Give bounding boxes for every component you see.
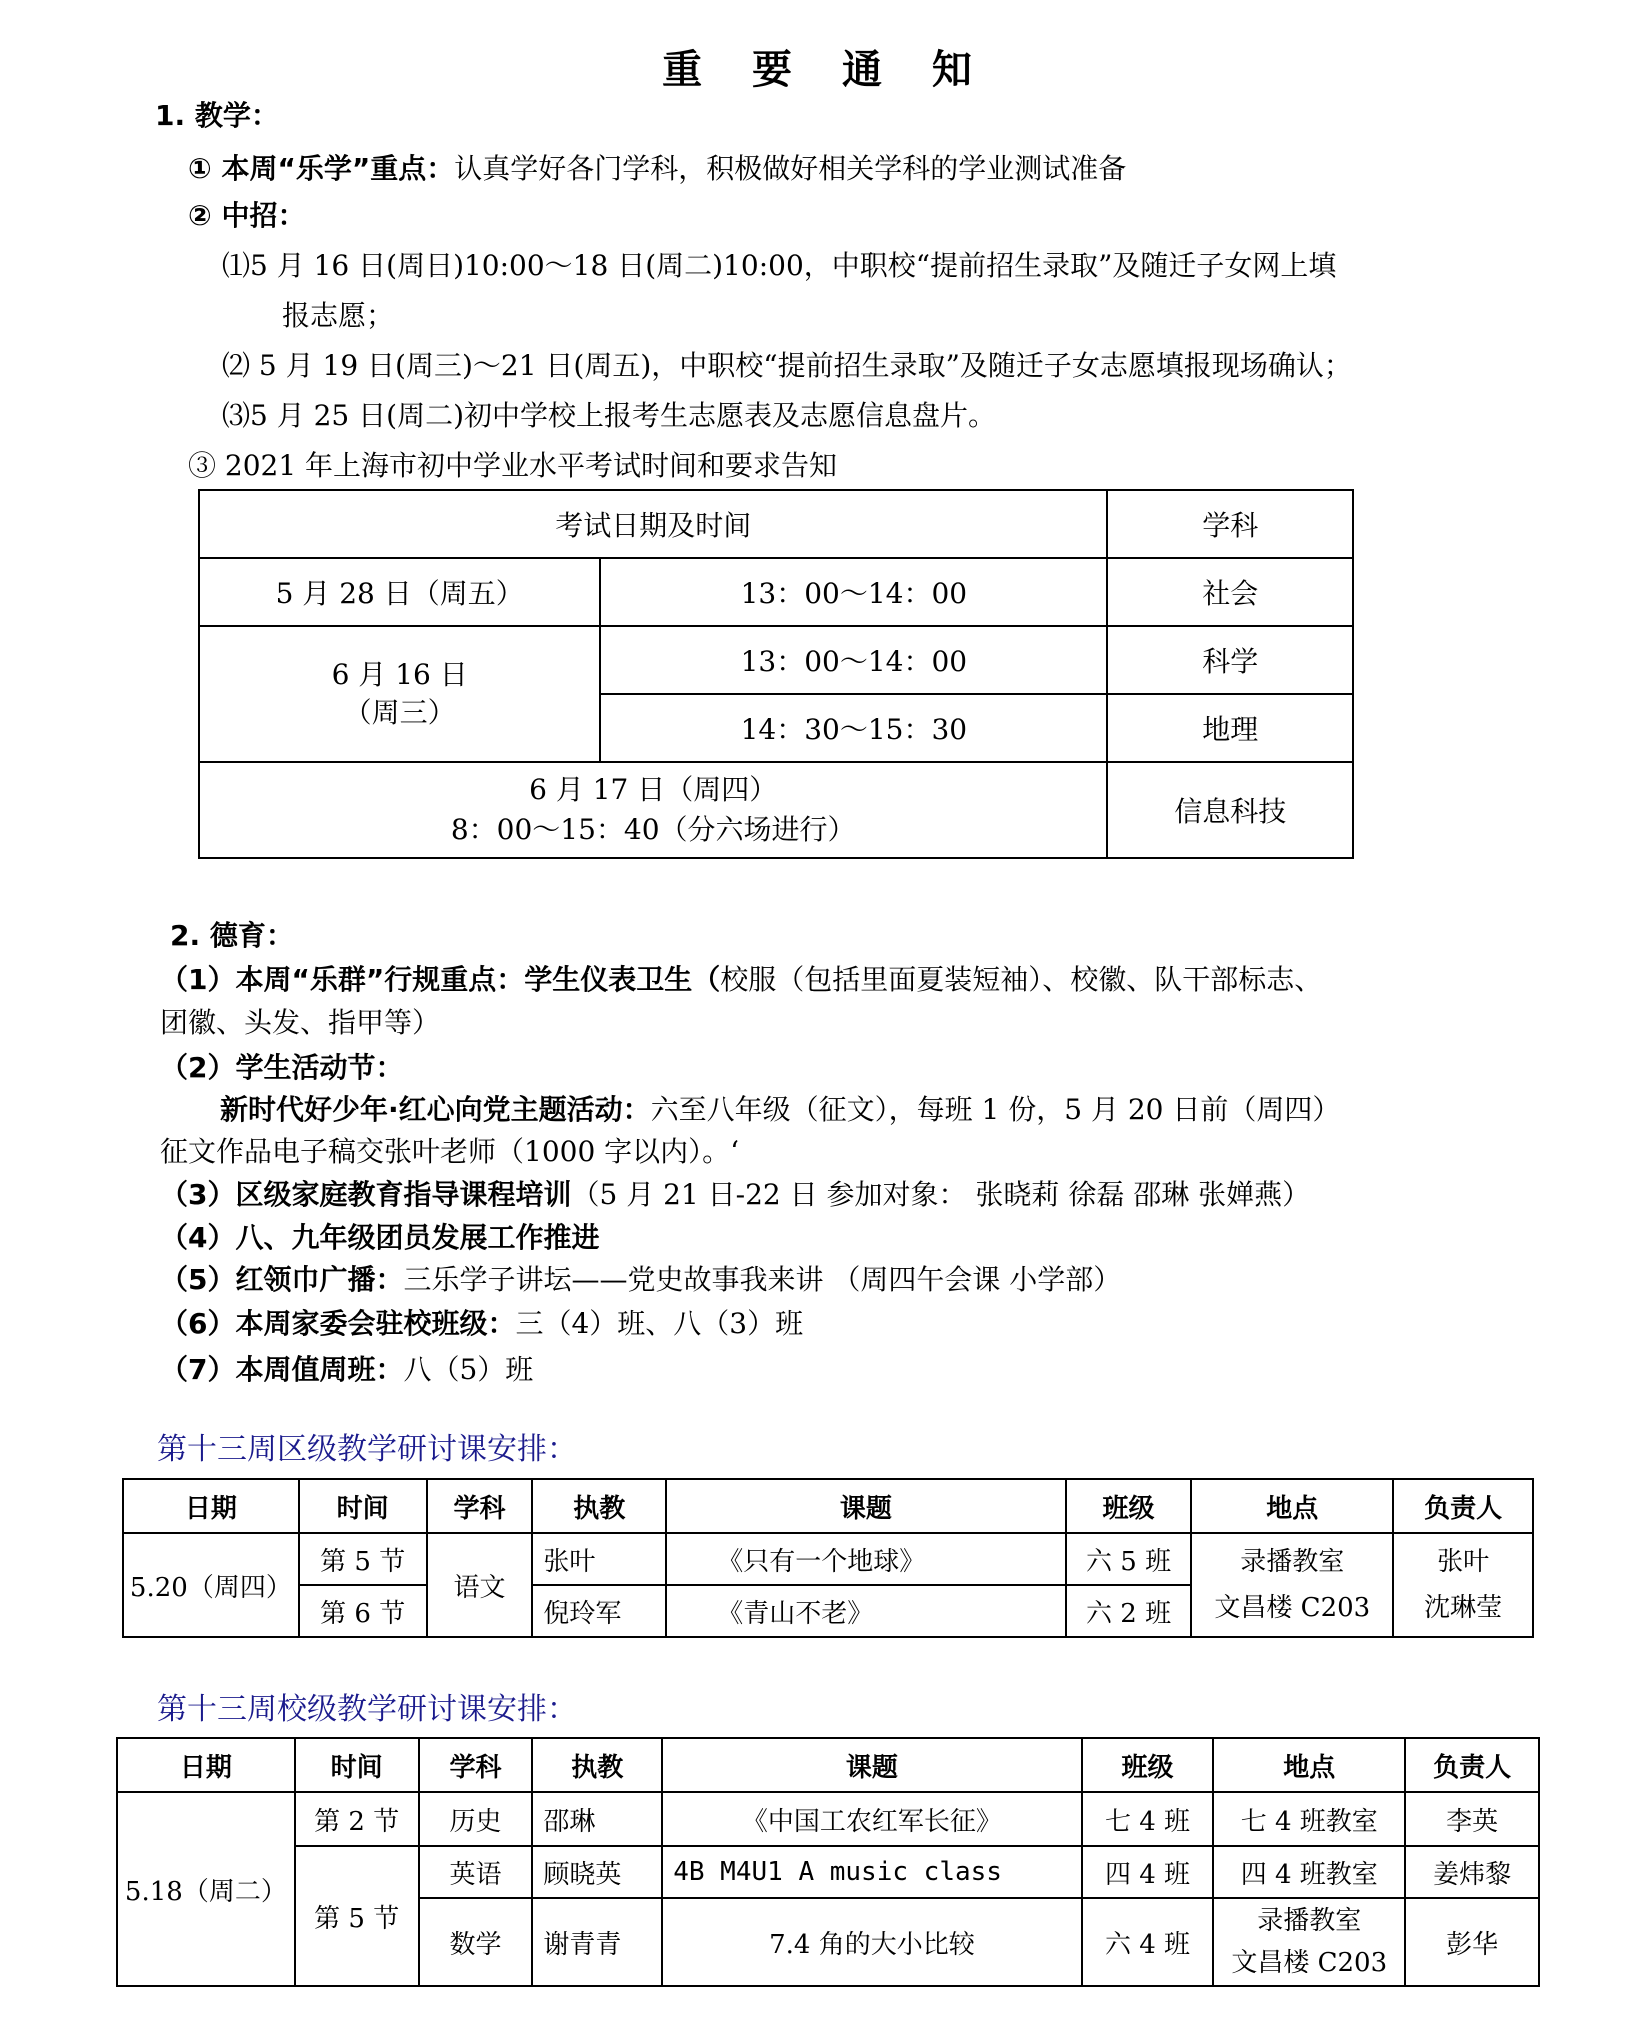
table-row <box>199 762 1353 858</box>
place-line-2: 文昌楼 C203 <box>1231 1948 1388 1978</box>
class-cell: 六 4 班 <box>1082 1898 1214 1986</box>
exam-subject-cell: 信息科技 <box>1107 762 1353 858</box>
school-schedule-table <box>116 1737 1540 1987</box>
class-cell: 六 5 班 <box>1066 1533 1192 1585</box>
table-row <box>123 1533 1533 1585</box>
moral-item-1 <box>160 962 1322 998</box>
owner-cell <box>1393 1533 1533 1637</box>
place-cell: 四 4 班教室 <box>1213 1846 1405 1898</box>
owner-cell: 李英 <box>1405 1792 1539 1846</box>
topic-cell: 《青山不老》 <box>666 1585 1065 1637</box>
school-schedule-heading: 第十三周校级教学研讨课安排： <box>157 1692 577 1727</box>
zhongzhao-line-1b: 报志愿； <box>282 299 395 332</box>
moral-item-2-sub <box>220 1092 1340 1128</box>
moral-item-6 <box>160 1306 803 1342</box>
moral-item-2: （2）学生活动节： <box>160 1051 404 1084</box>
item-5-text: 三乐学子讲坛——党史故事我来讲 （周四午会课 小学部） <box>403 1263 1122 1296</box>
table-header-row <box>123 1479 1533 1533</box>
teacher-cell: 邵琳 <box>532 1792 662 1846</box>
date-cell: 5.18（周二） <box>117 1792 295 1986</box>
exam-date-cell <box>199 626 600 762</box>
time-cell: 第 5 节 <box>299 1533 427 1585</box>
table-header-row <box>199 490 1353 558</box>
moral-item-1-cont: 团徽、头发、指甲等） <box>160 1006 441 1039</box>
header-time: 时间 <box>295 1738 419 1792</box>
topic-cell: 4B M4U1 A music class <box>662 1846 1081 1898</box>
time-cell: 第 2 节 <box>295 1792 419 1846</box>
item-3-text: （5 月 21 日-22 日 参加对象： 张晓莉 徐磊 邵琳 张婵燕） <box>571 1178 1311 1211</box>
exam-date-line-2: （周三） <box>343 696 456 729</box>
time-cell: 第 6 节 <box>299 1585 427 1637</box>
section-moral-heading: 2. 德育： <box>170 919 294 952</box>
exam-date-cell <box>199 762 1107 858</box>
class-cell: 七 4 班 <box>1082 1792 1214 1846</box>
page-title: 重 要 通 知 <box>662 47 990 93</box>
header-subject: 学科 <box>419 1738 533 1792</box>
subject-cell: 历史 <box>419 1792 533 1846</box>
exam-notice-heading: ③ 2021 年上海市初中学业水平考试时间和要求告知 <box>188 449 838 482</box>
place-line-1: 录播教室 <box>1257 1906 1362 1936</box>
exam-date-cell: 5 月 28 日（周五） <box>199 558 600 626</box>
class-cell: 四 4 班 <box>1082 1846 1214 1898</box>
header-class: 班级 <box>1066 1479 1192 1533</box>
item-7-label: （7）本周值周班： <box>160 1353 404 1386</box>
exam-subject-cell: 科学 <box>1107 626 1353 694</box>
exam-time-cell: 14：30～15：30 <box>600 694 1107 762</box>
place-cell <box>1213 1898 1405 1986</box>
time-cell: 第 5 节 <box>295 1846 419 1986</box>
header-topic: 课题 <box>662 1738 1081 1792</box>
moral-item-3 <box>160 1177 1310 1213</box>
owner-line-1: 张叶 <box>1437 1547 1490 1577</box>
activity-label: 新时代好少年·红心向党主题活动： <box>220 1093 651 1126</box>
header-place: 地点 <box>1191 1479 1393 1533</box>
header-exam-date: 考试日期及时间 <box>199 490 1107 558</box>
header-class: 班级 <box>1082 1738 1214 1792</box>
header-date: 日期 <box>117 1738 295 1792</box>
moral-item-5 <box>160 1262 1121 1298</box>
header-teacher: 执教 <box>532 1479 666 1533</box>
subject-cell: 数学 <box>419 1898 533 1986</box>
header-topic: 课题 <box>666 1479 1065 1533</box>
item-6-text: 三（4）班、八（3）班 <box>515 1307 804 1340</box>
leixue-item <box>188 151 1126 187</box>
header-subject: 学科 <box>1107 490 1353 558</box>
header-owner: 负责人 <box>1405 1738 1539 1792</box>
header-owner: 负责人 <box>1393 1479 1533 1533</box>
zhongzhao-heading: ② 中招： <box>188 199 306 232</box>
table-row <box>117 1792 1539 1846</box>
table-row <box>199 558 1353 626</box>
owner-line-2: 沈琳莹 <box>1424 1593 1503 1623</box>
exam-time-cell: 13：00～14：00 <box>600 626 1107 694</box>
subject-cell: 语文 <box>427 1533 533 1637</box>
teacher-cell: 谢青青 <box>532 1898 662 1986</box>
leixue-label: ① 本周“乐学”重点： <box>188 152 455 185</box>
teacher-cell: 倪玲军 <box>532 1585 666 1637</box>
district-schedule-heading: 第十三周区级教学研讨课安排： <box>157 1432 577 1467</box>
moral-item-7 <box>160 1352 533 1388</box>
topic-cell: 《只有一个地球》 <box>666 1533 1065 1585</box>
subject-cell: 英语 <box>419 1846 533 1898</box>
zhongzhao-line-2: ⑵ 5 月 19 日(周三)～21 日(周五)，中职校“提前招生录取”及随迁子女志愿填报现场确认； <box>222 349 1352 382</box>
topic-cell: 7.4 角的大小比较 <box>662 1898 1081 1986</box>
item-5-label: （5）红领巾广播： <box>160 1263 404 1296</box>
owner-cell: 彭华 <box>1405 1898 1539 1986</box>
topic-cell: 《中国工农红军长征》 <box>662 1792 1081 1846</box>
place-line-1: 录播教室 <box>1240 1547 1345 1577</box>
header-place: 地点 <box>1213 1738 1405 1792</box>
leixue-text: 认真学好各门学科，积极做好相关学科的学业测试准备 <box>454 152 1127 185</box>
item-1-label: （1）本周“乐群”行规重点：学生仪表卫生（ <box>160 963 721 996</box>
zhongzhao-line-1: ⑴5 月 16 日(周日)10:00～18 日(周二)10:00，中职校“提前招生录取”及随迁子女网上填 <box>222 249 1337 282</box>
item-3-label: （3）区级家庭教育指导课程培训 <box>160 1178 572 1211</box>
table-row <box>117 1846 1539 1898</box>
activity-text: 六至八年级（征文），每班 1 份，5 月 20 日前（周四） <box>650 1093 1341 1126</box>
table-row <box>199 626 1353 694</box>
section-teaching-heading: 1. 教学： <box>155 99 279 132</box>
header-date: 日期 <box>123 1479 299 1533</box>
place-cell <box>1191 1533 1393 1637</box>
exam-time-cell: 13：00～14：00 <box>600 558 1107 626</box>
place-line-2: 文昌楼 C203 <box>1214 1593 1371 1623</box>
item-7-text: 八（5）班 <box>403 1353 534 1386</box>
date-cell: 5.20（周四） <box>123 1533 299 1637</box>
header-subject: 学科 <box>427 1479 533 1533</box>
district-schedule-table <box>122 1478 1534 1638</box>
exam-date-line-1: 6 月 17 日（周四） <box>529 773 778 806</box>
class-cell: 六 2 班 <box>1066 1585 1192 1637</box>
owner-cell: 姜炜黎 <box>1405 1846 1539 1898</box>
header-time: 时间 <box>299 1479 427 1533</box>
exam-date-line-2: 8：00～15：40（分六场进行） <box>450 813 856 846</box>
moral-item-2-cont: 征文作品电子稿交张叶老师（1000 字以内）。‘ <box>160 1135 740 1168</box>
place-cell: 七 4 班教室 <box>1213 1792 1405 1846</box>
teacher-cell: 张叶 <box>532 1533 666 1585</box>
teacher-cell: 顾晓英 <box>532 1846 662 1898</box>
moral-item-4: （4）八、九年级团员发展工作推进 <box>160 1221 600 1254</box>
exam-date-line-1: 6 月 16 日 <box>331 658 468 691</box>
item-1-text: 校服（包括里面夏装短袖）、校徽、队干部标志、 <box>720 963 1323 996</box>
table-header-row <box>117 1738 1539 1792</box>
item-6-label: （6）本周家委会驻校班级： <box>160 1307 516 1340</box>
exam-subject-cell: 地理 <box>1107 694 1353 762</box>
zhongzhao-line-3: ⑶5 月 25 日(周二)初中学校上报考生志愿表及志愿信息盘片。 <box>222 399 996 432</box>
header-teacher: 执教 <box>532 1738 662 1792</box>
exam-schedule-table <box>198 489 1354 859</box>
exam-subject-cell: 社会 <box>1107 558 1353 626</box>
